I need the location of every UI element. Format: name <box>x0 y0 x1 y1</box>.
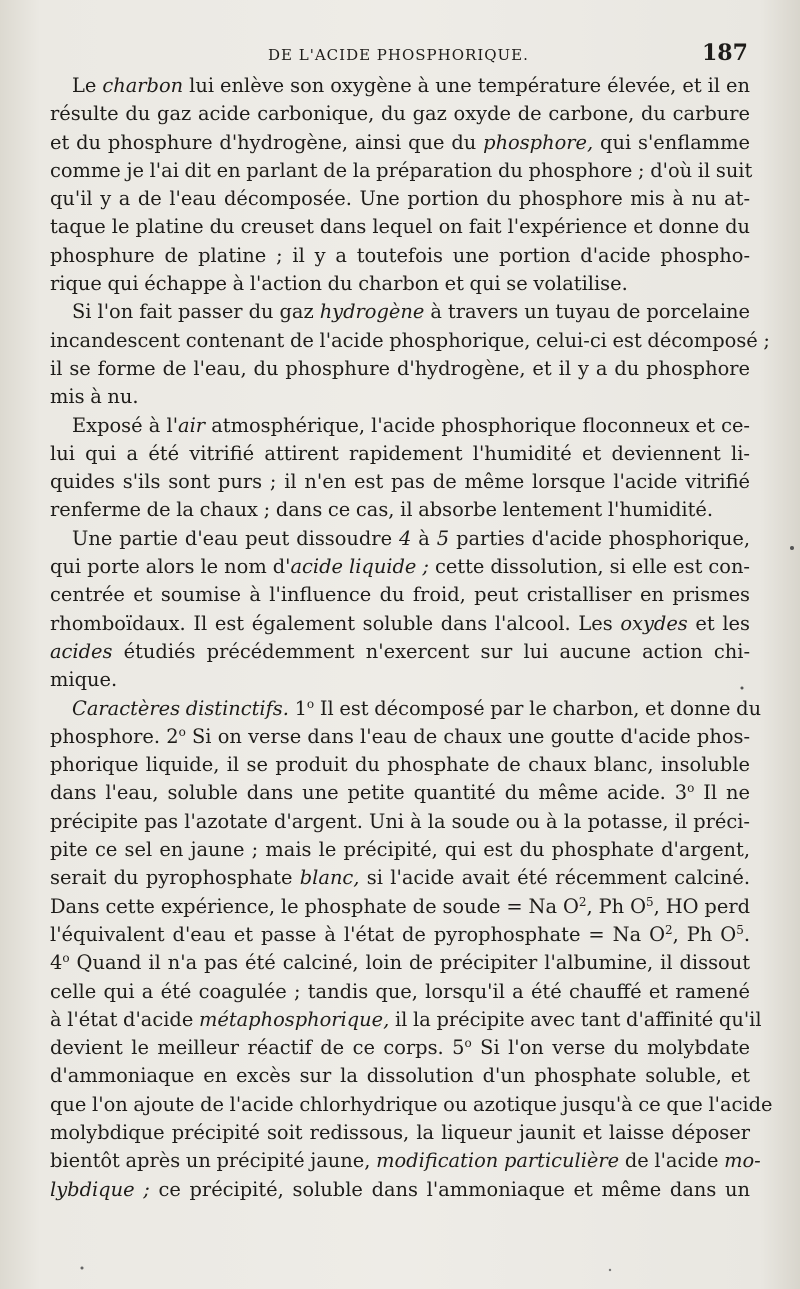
text-run: il la précipite avec tant d'affinité qu'il <box>389 1007 762 1031</box>
text-run: à travers un tuyau de porcelaine <box>424 300 750 324</box>
text-line <box>50 129 750 157</box>
text-line <box>50 553 750 581</box>
text-line <box>50 836 750 864</box>
text-run: il se forme de l'eau, du phosphure d'hydrogène, et il y a du phosphore <box>50 356 750 380</box>
text-line <box>50 242 750 270</box>
superscript: 5 <box>736 922 744 937</box>
text-line <box>50 1062 750 1090</box>
text-run: dans l'eau, soluble dans une petite quantité du même acide. 3 <box>50 781 688 805</box>
text-run: , Ph O <box>586 894 646 918</box>
text-line <box>50 525 750 553</box>
text-line <box>50 327 770 355</box>
italic-run: hydrogène <box>319 300 425 324</box>
text-run: celle qui a été coagulée ; tandis que, lorsqu'il a été chauffé et ramené <box>50 979 750 1003</box>
text-line <box>50 638 750 666</box>
text-line <box>50 751 750 779</box>
text-line <box>50 468 750 496</box>
text-run: 4 <box>50 951 63 975</box>
text-line <box>50 581 750 609</box>
italic-run: mo- <box>724 1149 761 1173</box>
text-run: phorique liquide, il se produit du phosphate de chaux blanc, insoluble <box>50 753 750 777</box>
text-run: qui s'enflamme <box>593 130 751 154</box>
text-run: rhomboïdaux. Il est également soluble dans l'alcool. Les <box>50 611 621 635</box>
italic-run: acides <box>50 639 113 663</box>
text-run: étudiés précédemment n'exercent sur lui aucune action chi- <box>112 639 750 663</box>
text-line <box>50 666 750 694</box>
body-text <box>50 72 773 1204</box>
text-run: résulte du gaz acide carbonique, du gaz oxyde de carbone, du carbure <box>50 102 750 126</box>
superscript: o <box>687 781 695 796</box>
text-run: quides s'ils sont purs ; il n'en est pas de même lorsque l'acide vitrifié <box>50 470 750 494</box>
text-run: Il est décomposé par le charbon, et donne du <box>314 696 762 720</box>
italic-run: acide liquide ; <box>290 555 429 579</box>
text-run: centrée et soumise à l'influence du froid, peut cristalliser en prismes <box>50 583 750 607</box>
text-run: 1 <box>288 696 307 720</box>
superscript: 2 <box>578 894 587 909</box>
text-run: Si on verse dans l'eau de chaux une goutte d'acide phos- <box>185 724 750 748</box>
text-run: et les <box>687 611 750 635</box>
text-run: Dans cette expérience, le phosphate de soude = Na O <box>50 894 579 918</box>
page-number: 187 <box>702 40 748 66</box>
text-run: précipite pas l'azotate d'argent. Uni à la soude ou à la potasse, il préci- <box>50 809 750 833</box>
text-run: renferme de la chaux ; dans ce cas, il absorbe lentement l'humidité. <box>50 498 713 522</box>
text-line <box>50 610 750 638</box>
text-line <box>50 1176 750 1204</box>
text-line <box>50 72 750 100</box>
text-run: si l'acide avait été récemment calciné. <box>359 866 750 890</box>
text-run: et du phosphure d'hydrogène, ainsi que du <box>50 130 484 154</box>
italic-run: 4 <box>399 526 412 550</box>
italic-run: oxydes <box>620 611 688 635</box>
text-run: à <box>411 526 437 550</box>
text-run: parties d'acide phosphorique, <box>449 526 750 550</box>
text-run: molybdique précipité soit redissous, la liqueur jaunit et laisse déposer <box>50 1120 750 1144</box>
text-run: serait du pyrophosphate <box>50 866 300 890</box>
speck <box>609 1269 611 1271</box>
text-line <box>50 779 750 807</box>
text-line <box>50 695 762 723</box>
text-run: d'ammoniaque en excès sur la dissolution d'un phosphate soluble, et <box>50 1064 750 1088</box>
speck <box>790 546 794 550</box>
text-line <box>50 1119 750 1147</box>
italic-run: charbon <box>102 74 184 97</box>
superscript: o <box>464 1036 472 1051</box>
text-run: l'équivalent d'eau et passe à l'état de pyrophosphate = Na O <box>50 922 665 946</box>
italic-run: 5 <box>436 526 450 550</box>
text-line <box>50 949 750 977</box>
speck <box>81 1267 84 1270</box>
text-run: taque le platine du creuset dans lequel on fait l'expérience et donne du <box>50 215 750 239</box>
italic-run: Caractères distinctifs. <box>72 696 289 720</box>
text-line <box>50 893 750 921</box>
text-run: cette dissolution, si elle est con- <box>428 555 750 579</box>
text-run: phosphore. 2 <box>50 724 179 748</box>
italic-run: blanc, <box>299 866 360 890</box>
superscript: o <box>178 724 186 739</box>
text-line <box>50 808 750 836</box>
text-run: . <box>743 922 750 946</box>
italic-run: modification particulière <box>376 1149 620 1173</box>
text-run: Si l'on fait passer du gaz <box>72 300 320 324</box>
text-run: lui qui a été vitrifié attirent rapidement l'humidité et deviennent li- <box>50 441 750 465</box>
text-run: lui enlève son oxygène à une température élevée, et il en <box>183 74 751 97</box>
text-line <box>50 1147 761 1175</box>
text-run: , HO perd <box>653 894 750 918</box>
superscript: o <box>306 696 315 711</box>
page-header <box>0 40 800 70</box>
text-run: bientôt après un précipité jaune, <box>50 1149 377 1173</box>
text-line <box>50 270 750 298</box>
text-line <box>50 1034 750 1062</box>
text-run: , Ph O <box>672 922 737 946</box>
text-run: phosphure de platine ; il y a toutefois une portion d'acide phospho- <box>50 243 750 267</box>
text-run: qu'il y a de l'eau décomposée. Une portion du phosphore mis à nu at- <box>50 187 750 211</box>
text-run: qui porte alors le nom d' <box>50 555 291 579</box>
text-line <box>50 383 750 411</box>
text-line <box>50 185 750 213</box>
text-line <box>50 412 750 440</box>
text-run: de l'acide <box>619 1149 725 1173</box>
italic-run: phosphore, <box>483 130 594 154</box>
text-line <box>50 1006 762 1034</box>
italic-run: métaphosphorique, <box>198 1007 390 1031</box>
superscript: o <box>62 951 70 966</box>
text-run: mique. <box>50 668 118 692</box>
text-run: mis à nu. <box>50 385 139 409</box>
superscript: 5 <box>645 894 654 909</box>
text-run: Quand il n'a pas été calciné, loin de précipiter l'albumine, il dissout <box>69 951 750 975</box>
text-line <box>50 355 750 383</box>
text-line <box>50 1091 773 1119</box>
superscript: 2 <box>665 922 673 937</box>
text-line <box>50 864 750 892</box>
text-line <box>50 921 750 949</box>
text-run: pite ce sel en jaune ; mais le précipité, qui est du phosphate d'argent, <box>50 838 750 862</box>
text-run: Il ne <box>694 781 750 805</box>
text-run: incandescent contenant de l'acide phosphorique, celui-ci est décomposé ; <box>50 328 770 352</box>
text-run: Exposé à l' <box>72 413 179 437</box>
text-line <box>50 723 750 751</box>
text-line <box>50 298 750 326</box>
text-run: Si l'on verse du molybdate <box>471 1036 750 1060</box>
italic-run: air <box>178 413 206 437</box>
text-run: devient le meilleur réactif de ce corps. 5 <box>50 1036 465 1060</box>
text-run: comme je l'ai dit en parlant de la préparation du phosphore ; d'où il suit <box>50 158 753 182</box>
text-line <box>50 440 750 468</box>
text-run: Une partie d'eau peut dissoudre <box>72 526 399 550</box>
text-run: que l'on ajoute de l'acide chlorhydrique ou azotique jusqu'à ce que l'acide <box>50 1092 773 1116</box>
text-run: à l'état d'acide <box>50 1007 199 1031</box>
text-line <box>50 496 750 524</box>
text-line <box>50 978 750 1006</box>
text-line <box>50 157 753 185</box>
text-run: Le <box>72 74 103 97</box>
text-line <box>50 100 750 128</box>
text-line <box>50 213 750 241</box>
text-run: ce précipité, soluble dans l'ammoniaque et même dans un <box>149 1177 750 1201</box>
running-title: DE L'ACIDE PHOSPHORIQUE. <box>268 46 529 64</box>
italic-run: lybdique ; <box>50 1177 150 1201</box>
text-run: atmosphérique, l'acide phosphorique floconneux et ce- <box>205 413 750 437</box>
text-run: rique qui échappe à l'action du charbon et qui se volatilise. <box>50 272 628 296</box>
